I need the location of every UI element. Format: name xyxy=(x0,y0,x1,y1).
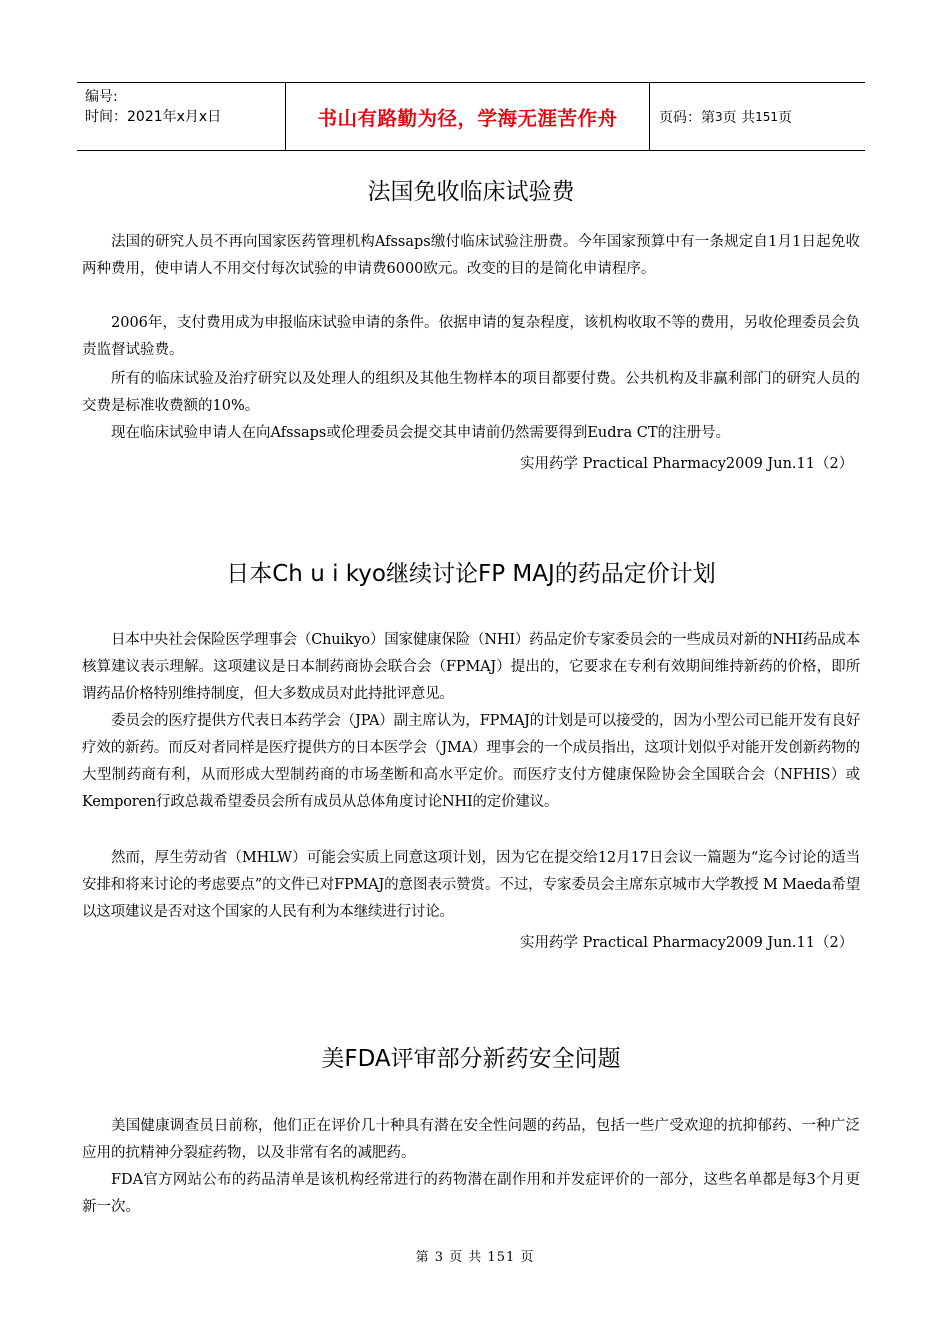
article-paragraph: 委员会的医疗提供方代表日本药学会（JPA）副主席认为，FPMAJ的计划是可以接受的，因为小型公司已能开发有良好疗效的新药。而反对者同样是医疗提供方的日本医学会（JMA）理事会的一个成员指出，这项计划似乎对能开发创新药物的大型制药商有利，从而形成大型制药商的市场垄断和高水平定价。而医疗支付方健康保险协会全国联合会（NFHIS）或Kemporen行政总裁希望委员会所有成员从总体角度讨论NHI的定价建议。 xyxy=(82,713,860,810)
article-paragraph: FDA官方网站公布的药品清单是该机构经常进行的药物潜在副作用和并发症评价的一部分，这些名单都是每3个月更新一次。 xyxy=(82,1172,860,1215)
article-paragraph: 所有的临床试验及治疗研究以及处理人的组织及其他生物样本的项目都要付费。公共机构及非赢利部门的研究人员的交费是标准收费额的10%。 xyxy=(82,371,860,414)
page-prefix: 页码：第 xyxy=(659,109,715,126)
article-paragraph: 日本中央社会保险医学理事会（Chuikyo）国家健康保险（NHI）药品定价专家委员会的一些成员对新的NHI药品成本核算建议表示理解。这项建议是日本制药商协会联合会（FPMAJ）提出的，它要求在专利有效期间维持新药的价格，即所谓药品价格特别维持制度，但大多数成员对此持批评意见。 xyxy=(82,632,860,702)
article-paragraph: 美国健康调查员日前称，他们正在评价几十种具有潜在安全性问题的药品，包括一些广受欢迎的抗抑郁药、一种广泛应用的抗精神分裂症药物，以及非常有名的减肥药。 xyxy=(82,1118,860,1161)
header-motto: 书山有路勤为径，学海无涯苦作舟 xyxy=(317,106,618,130)
page-suffix: 页 xyxy=(778,109,792,126)
article-paragraph: 现在临床试验申请人在向Afssaps或伦理委员会提交其申请前仍然需要得到Eudra CT的注册号。 xyxy=(111,425,730,441)
header-page-info xyxy=(659,83,792,150)
page-header xyxy=(77,82,865,151)
article-title: 日本Ch u i kyo继续讨论FP MAJ的药品定价计划 xyxy=(226,561,716,587)
header-divider xyxy=(649,83,650,150)
article-source: 实用药学 Practical Pharmacy2009 Jun.11（2） xyxy=(520,935,854,951)
article-title: 美FDA评审部分新药安全问题 xyxy=(321,1046,621,1072)
number-label: 编号: xyxy=(85,89,118,105)
page-footer: 第 3 页 共 151 页 xyxy=(415,1250,535,1265)
article-paragraph: 法国的研究人员不再向国家医药管理机构Afssaps缴付临床试验注册费。今年国家预算中有一条规定自1月1日起免收两种费用，使申请人不用交付每次试验的申请费6000欧元。改变的目的是简化申请程序。 xyxy=(82,234,860,277)
article-title: 法国免收临床试验费 xyxy=(367,179,575,205)
article-paragraph: 然而，厚生劳动省（MHLW）可能会实质上同意这项计划，因为它在提交给12月17日会议一篇题为“迄今讨论的适当安排和将来讨论的考虑要点”的文件已对FPMAJ的意图表示赞赏。不过，专家委员会主席东京城市大学教授 M Maeda希望以这项建议是否对这个国家的人民有利为本继续进行讨论。 xyxy=(82,850,860,920)
page-total: 151 xyxy=(755,109,778,124)
header-meta xyxy=(85,87,221,127)
article-source: 实用药学 Practical Pharmacy2009 Jun.11（2） xyxy=(520,456,854,472)
page-mid: 页 共 xyxy=(722,109,756,126)
page-current: 3 xyxy=(715,109,723,124)
time-label: 时间：2021年x月x日 xyxy=(85,109,222,125)
article-paragraph: 2006年，支付费用成为申报临床试验申请的条件。依据申请的复杂程度，该机构收取不等的费用，另收伦理委员会负责监督试验费。 xyxy=(82,315,860,358)
